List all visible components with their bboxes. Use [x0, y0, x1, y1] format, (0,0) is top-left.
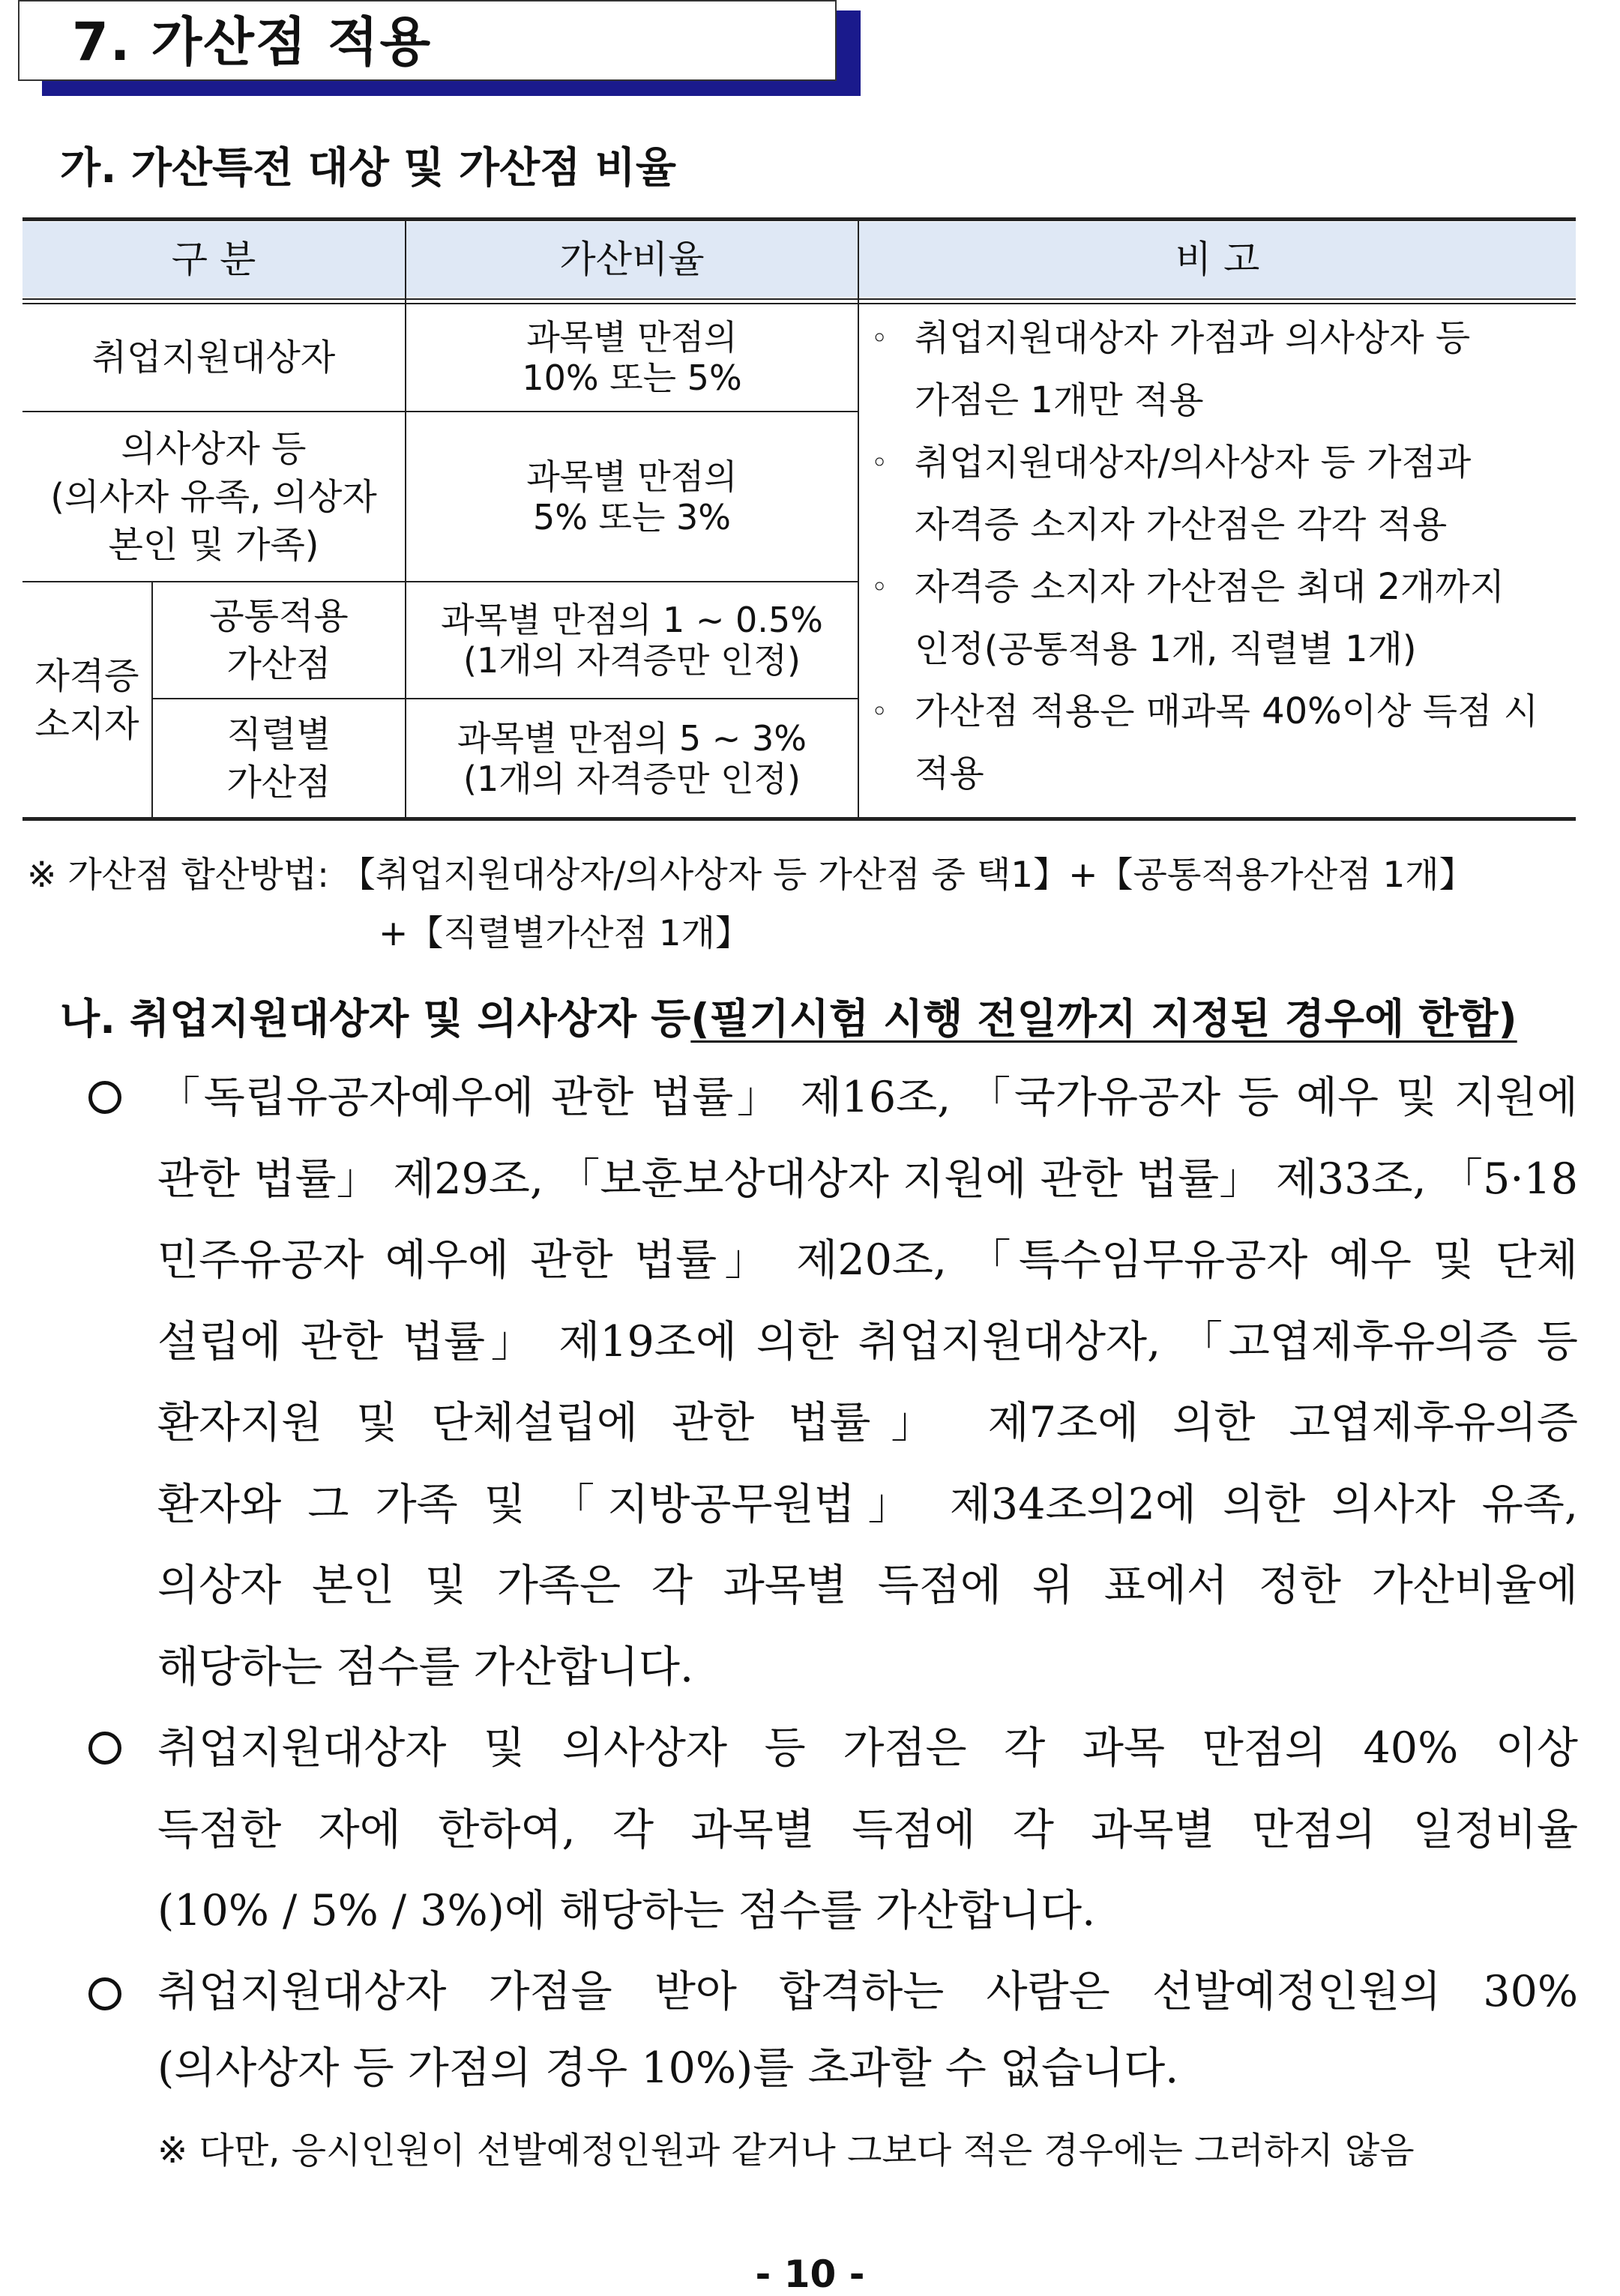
note-line: 적용: [915, 753, 984, 795]
label-line: 가산점: [226, 643, 331, 685]
row-injured-label: [22, 412, 405, 581]
note-item: [861, 681, 1573, 805]
rate-line: 과목별 만점의: [526, 456, 738, 497]
row-employment-support-label: 취업지원대상자: [91, 337, 336, 379]
circle-bullet-icon: [88, 1081, 121, 1114]
section-title: 7. 가산점 적용: [72, 11, 433, 73]
label-line: (의사자 유족, 의상자: [50, 475, 377, 518]
note-item: [861, 556, 1573, 681]
rate-line: (1개의 자격증만 인정): [463, 640, 801, 681]
paragraph-1: [157, 1057, 1578, 1708]
bullet-icon: ◦: [871, 322, 888, 355]
row-common-bonus-label: [153, 582, 405, 698]
label-line: 직렬별: [226, 713, 331, 756]
header-note: 비 고: [1175, 238, 1260, 281]
label-line: 가산점: [226, 761, 331, 804]
bullet-icon: ◦: [871, 570, 888, 603]
subsection-b-title-prefix: 나. 취업지원대상자 및 의사상자 등: [60, 995, 691, 1043]
paragraph-line: 「독립유공자예우에 관한 법률」 제16조, 「국가유공자 등 예우 및 지원에: [157, 1073, 1578, 1122]
note-line: 가산점 적용은 매과목 40%이상 득점 시: [915, 690, 1539, 732]
label-line: 공통적용: [209, 595, 349, 637]
paragraph-line: 관한 법률」 제29조, 「보훈보상대상자 지원에 관한 법률」 제33조, 「5·18: [157, 1154, 1578, 1204]
table-bottom-border: [22, 817, 1576, 821]
paragraph-line: 환자지원 및 단체설립에 관한 법률」 제7조에 의한 고엽제후유의증: [157, 1398, 1578, 1447]
section-title-box: [18, 0, 837, 81]
paragraph-line: 의상자 본인 및 가족은 각 과목별 득점에 위 표에서 정한 가산비율에: [157, 1561, 1578, 1610]
calc-method-line-1: ※ 가산점 합산방법: 【취업지원대상자/의사상자 등 가산점 중 택1】+【공통적용가산점 1개】: [27, 855, 1475, 896]
paragraph-line: (10% / 5% / 3%)에 해당하는 점수를 가산합니다.: [157, 1886, 1096, 1935]
paragraph-2: [157, 1708, 1578, 1952]
footnote: ※ 다만, 응시인원이 선발예정인원과 같거나 그보다 적은 경우에는 그러하지 않음: [157, 2130, 1415, 2172]
header-rate: 가산비율: [559, 238, 705, 281]
row-certificate-group-label: [22, 582, 151, 817]
rate-line: 과목별 만점의 1 ~ 0.5%: [441, 600, 823, 640]
subsection-b-title-condition: (필기시험 시행 전일까지 지정된 경우에 한함): [690, 995, 1517, 1043]
table-col-line: [858, 217, 859, 821]
subsection-a-title: 가. 가산특전 대상 및 가산점 비율: [60, 144, 677, 193]
rate-line: 10% 또는 5%: [522, 358, 742, 398]
row-job-bonus-label: [153, 699, 405, 817]
row-common-bonus-rate: [406, 582, 858, 698]
note-item: [861, 432, 1573, 556]
note-item: [861, 307, 1573, 432]
label-line: 소지자: [34, 702, 139, 745]
bullet-icon: ◦: [871, 695, 888, 728]
paragraph-line: 민주유공자 예우에 관한 법률」 제20조, 「특수임무유공자 예우 및 단체: [157, 1235, 1578, 1285]
note-line: 취업지원대상자 가점과 의사상자 등: [915, 317, 1471, 359]
bullet-icon: ◦: [871, 446, 888, 479]
note-line: 취업지원대상자/의사상자 등 가점과: [915, 442, 1472, 483]
circle-bullet-icon: [88, 1977, 121, 2010]
label-line: 의사상자 등: [121, 427, 307, 470]
table-top-border: [22, 217, 1576, 221]
row-employment-support-rate: [406, 304, 858, 411]
rate-line: (1개의 자격증만 인정): [463, 758, 801, 799]
subsection-b-title: [60, 986, 1517, 1045]
note-line: 가점은 1개만 적용: [915, 379, 1204, 421]
row-injured-rate: [406, 412, 858, 581]
note-line: 자격증 소지자 가산점은 최대 2개까지: [915, 566, 1505, 608]
paragraph-line: 설립에 관한 법률」 제19조에 의한 취업지원대상자, 「고엽제후유의증 등: [157, 1316, 1578, 1367]
calc-method-line-2: +【직렬별가산점 1개】: [379, 913, 751, 954]
paragraph-3: [157, 1953, 1578, 2106]
paragraph-line: 환자와 그 가족 및 「지방공무원법」 제34조의2에 의한 의사자 유족,: [157, 1479, 1578, 1529]
header-category: 구 분: [171, 238, 256, 281]
circle-bullet-icon: [88, 1732, 121, 1765]
page-number: - 10 -: [755, 2253, 865, 2296]
note-line: 자격증 소지자 가산점은 각각 적용: [915, 504, 1448, 546]
paragraph-line: 해당하는 점수를 가산합니다.: [157, 1642, 694, 1692]
paragraph-line: 득점한 자에 한하여, 각 과목별 득점에 각 과목별 만점의 일정비율: [157, 1804, 1578, 1854]
paragraph-line: (의사상자 등 가점의 경우 10%)를 초과할 수 없습니다.: [157, 2043, 1179, 2093]
paragraph-line: 취업지원대상자 및 의사상자 등 가점은 각 과목 만점의 40% 이상: [157, 1723, 1578, 1773]
label-line: 자격증: [34, 654, 139, 697]
rate-line: 과목별 만점의: [526, 317, 738, 358]
rate-line: 과목별 만점의 5 ~ 3%: [457, 717, 807, 759]
rate-line: 5% 또는 3%: [532, 496, 732, 537]
note-line: 인정(공통적용 1개, 직렬별 1개): [915, 628, 1417, 670]
row-job-bonus-rate: [406, 699, 858, 817]
table-notes: [861, 307, 1573, 805]
table-header-line-1: [22, 298, 1576, 300]
label-line: 본인 및 가족): [108, 523, 319, 566]
paragraph-line: 취업지원대상자 가점을 받아 합격하는 사람은 선발예정인원의 30%: [157, 1967, 1578, 2016]
